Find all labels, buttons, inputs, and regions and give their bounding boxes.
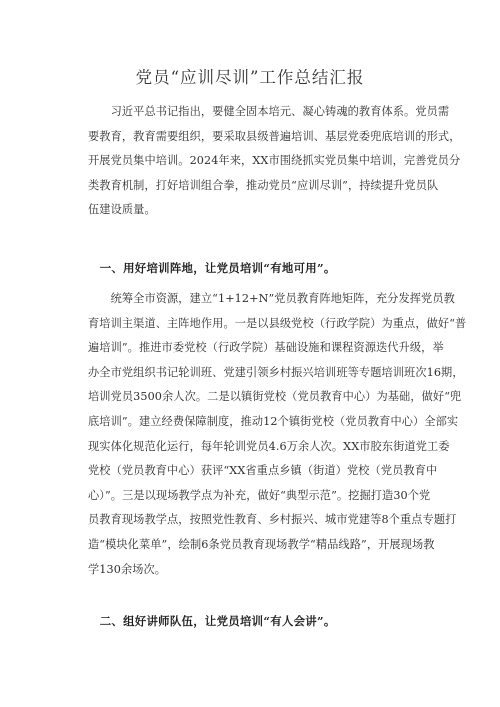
paragraph-line: 员教育现场教学点，按照党性教育、乡村振兴、城市党建等8个重点专题打 (88, 513, 457, 527)
paragraph-line: 培训党员3500余人次。二是以镇街党校（党员教育中心）为基础，做好“兜 (88, 390, 462, 404)
section-1-paragraph (88, 287, 467, 582)
paragraph-line: 学130余场次。 (88, 562, 167, 576)
paragraph-line: 心）”。三是以现场教学点为补充，做好“典型示范”。挖掘打造30个党 (88, 488, 431, 502)
paragraph-line: 开展党员集中培训。2024年来，XX市围绕抓实党员集中培训，完善党员分 (88, 154, 461, 168)
paragraph-line: 造“模块化菜单”，绘制6条党员教育现场教学“精品线路”，开展现场教 (88, 537, 435, 551)
paragraph-line: 类教育机制，打好培训组合拳，推动党员“应训尽训”，持续提升党员队 (88, 178, 439, 192)
paragraph-line: 遍培训”。推进市委党校（行政学院）基础设施和课程资源迭代升级，举 (88, 341, 444, 355)
paragraph-line: 要教育，教育需要组织，要采取县级普遍培训、基层党委兜底培训的形式， (88, 129, 461, 143)
paragraph-line: 党校（党员教育中心）获评“XX省重点乡镇（街道）党校（党员教育中 (88, 464, 438, 478)
paragraph-line: 现实体化规范化运行，每年轮训党员4.6万余人次。XX市胶东街道党工委 (88, 439, 450, 453)
section-heading-1: 一、用好培训阵地，让党员培训“有地可用”。 (88, 261, 336, 275)
paragraph-line: 底培训”。建立经费保障制度，推动12个镇街党校（党员教育中心）全部实 (88, 414, 459, 428)
paragraph-line: 伍建设质量。 (88, 203, 156, 217)
paragraph-line: 办全市党组织书记轮训班、党建引领乡村振兴培训班等专题培训班次16期， (88, 365, 464, 379)
paragraph-line: 育培训主渠道、主阵地作用。一是以县级党校（行政学院）为重点，做好“普 (88, 316, 467, 330)
section-heading-2: 二、组好讲师队伍，让党员培训“有人会讲”。 (88, 614, 336, 628)
intro-paragraph (88, 100, 461, 223)
paragraph-line: 统筹全市资源，建立“1+12+N”党员教育阵地矩阵，充分发挥党员教 (88, 292, 455, 305)
paragraph-line: 习近平总书记指出，要健全固本培元、凝心铸魂的教育体系。党员需 (88, 105, 450, 118)
document-title: 党员“应训尽训”工作总结汇报 (135, 68, 365, 87)
